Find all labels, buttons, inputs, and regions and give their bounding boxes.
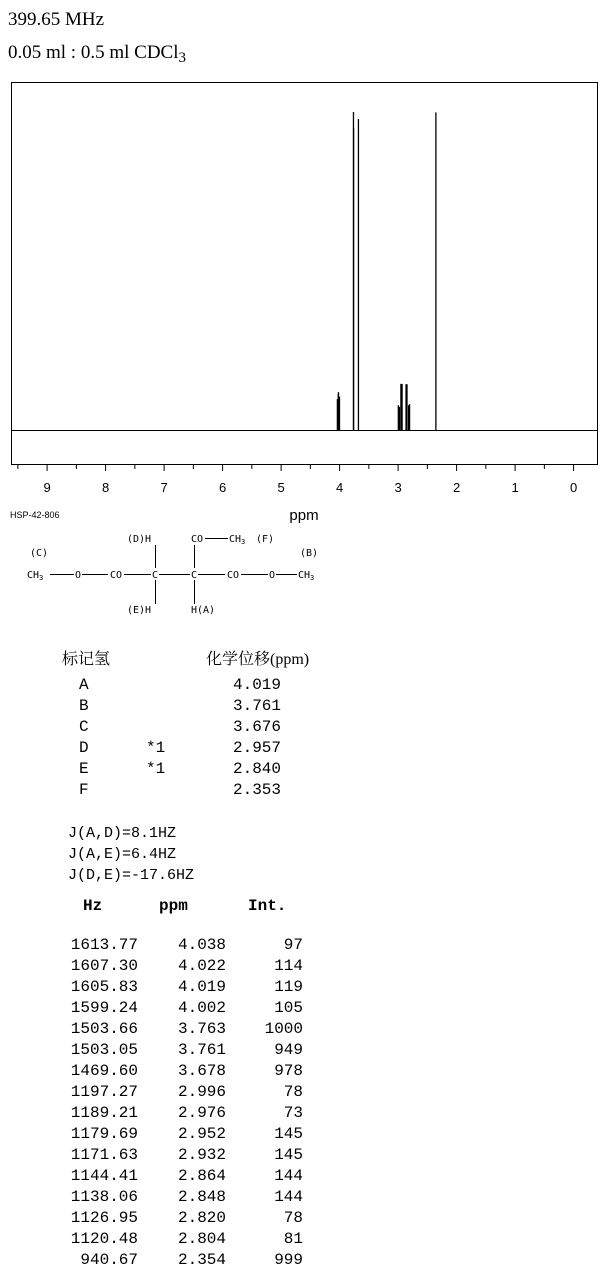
shift-value: 3.676	[233, 718, 282, 736]
coupling-de: J(D,E)=-17.6HZ	[68, 867, 195, 884]
peak-hz: 1179.69	[70, 1125, 138, 1143]
peak-int: 78	[283, 1209, 303, 1227]
peak-ppm: 3.763	[177, 1020, 226, 1038]
tick-label-2: 7	[160, 480, 168, 495]
shift-value: 2.957	[233, 739, 282, 757]
co-left: CO	[110, 570, 123, 581]
label-b: (B)	[300, 548, 319, 559]
peak-int: 97	[283, 936, 303, 954]
peak-ppm: 4.038	[177, 936, 226, 954]
peak-int: 999	[274, 1251, 303, 1269]
ch3-left	[27, 570, 43, 582]
ch3-right	[298, 570, 314, 582]
carbon-1: C	[152, 570, 159, 581]
peak-int: 119	[274, 978, 303, 996]
carbon-2: C	[191, 570, 198, 581]
shift-note: *1	[146, 760, 166, 778]
ch3-left-sub: 3	[39, 574, 44, 582]
solvent-text: 0.05 ml : 0.5 ml CDCl	[8, 42, 179, 63]
tick-label-0: 9	[43, 480, 51, 495]
peak-hz: 1171.63	[70, 1146, 138, 1164]
shift-value: 4.019	[233, 676, 282, 694]
header-label: 标记氢	[62, 651, 111, 668]
peak-ppm: 3.761	[177, 1041, 226, 1059]
peak-hz: 1189.21	[70, 1104, 138, 1122]
co-right: CO	[227, 570, 240, 581]
header-ppm: ppm	[159, 897, 188, 915]
peak-ppm: 4.022	[177, 957, 226, 975]
coupling-ae: J(A,E)=6.4HZ	[68, 846, 177, 863]
peak-int: 1000	[264, 1020, 303, 1038]
shift-value: 2.840	[233, 760, 282, 778]
peak-hz: 1144.41	[70, 1167, 138, 1185]
tick-label-9: 0	[569, 480, 578, 495]
coupling-constants	[68, 823, 194, 886]
peak-hz: 1599.24	[70, 999, 138, 1017]
peak-ppm: 2.864	[177, 1167, 226, 1185]
tick-label-3: 6	[218, 480, 227, 495]
ch3-right-text: CH	[298, 570, 311, 581]
ch3-right-sub: 3	[310, 574, 315, 582]
shift-value: 3.761	[233, 697, 282, 715]
h-d: (D)H	[127, 534, 152, 545]
shift-value: 2.353	[233, 781, 282, 799]
tick-label-1: 8	[101, 480, 110, 495]
label-f: (F)	[256, 534, 275, 545]
ch3-top-text: CH	[229, 534, 242, 545]
spectrometer-frequency: 399.65 MHz	[8, 9, 105, 30]
tick-label-5: 4	[335, 480, 344, 495]
peak-int: 978	[274, 1062, 303, 1080]
shift-label: E	[79, 760, 89, 778]
ch3-top	[229, 534, 245, 546]
peak-ppm: 2.932	[177, 1146, 226, 1164]
peak-hz: 1503.66	[70, 1020, 138, 1038]
peak-ppm: 2.952	[177, 1125, 226, 1143]
tick-label-6: 3	[394, 480, 402, 495]
tick-label-4: 5	[277, 480, 285, 495]
peak-int: 81	[283, 1230, 303, 1248]
peak-hz: 1197.27	[70, 1083, 138, 1101]
peak-ppm: 2.848	[177, 1188, 226, 1206]
peak-hz: 1138.06	[70, 1188, 138, 1206]
peak-int: 114	[274, 957, 303, 975]
peak-int: 145	[274, 1125, 303, 1143]
peak-int: 73	[283, 1104, 303, 1122]
label-c: (C)	[30, 548, 49, 559]
tick-label-7: 2	[452, 480, 461, 495]
peak-hz: 1613.77	[70, 936, 138, 954]
shift-label: B	[79, 697, 89, 715]
ch3-left-text: CH	[27, 570, 40, 581]
header-int: Int.	[248, 897, 287, 915]
peak-hz: 940.67	[80, 1251, 138, 1269]
peak-ppm: 3.678	[177, 1062, 226, 1080]
h-a: H(A)	[191, 605, 216, 616]
peak-ppm: 4.019	[177, 978, 226, 996]
shift-note: *1	[146, 739, 166, 757]
shift-label: C	[79, 718, 89, 736]
tick-label-8: 1	[511, 480, 519, 495]
peak-int: 144	[274, 1188, 303, 1206]
peak-int: 105	[274, 999, 303, 1017]
peak-int: 145	[274, 1146, 303, 1164]
peak-ppm: 2.996	[177, 1083, 226, 1101]
peak-ppm: 2.976	[177, 1104, 226, 1122]
ch3-top-sub: 3	[241, 538, 246, 546]
solvent-subscript: 3	[178, 50, 186, 66]
x-axis-label: ppm	[289, 507, 319, 524]
shift-label: F	[79, 781, 89, 799]
peak-ppm: 4.002	[177, 999, 226, 1017]
peak-int: 949	[274, 1041, 303, 1059]
co-top: CO	[191, 534, 204, 545]
coupling-ad: J(A,D)=8.1HZ	[68, 825, 177, 842]
peak-ppm: 2.820	[177, 1209, 226, 1227]
shift-label: D	[79, 739, 89, 757]
sample-code: HSP-42-806	[10, 510, 60, 520]
shift-label: A	[79, 676, 89, 694]
peak-int: 78	[283, 1083, 303, 1101]
peak-hz: 1469.60	[70, 1062, 138, 1080]
peak-hz: 1605.83	[70, 978, 138, 996]
o-left: O	[75, 570, 82, 581]
peak-int: 144	[274, 1167, 303, 1185]
peak-hz: 1126.95	[70, 1209, 138, 1227]
peak-hz: 1120.48	[70, 1230, 138, 1248]
header-hz: Hz	[83, 897, 103, 915]
o-right: O	[269, 570, 276, 581]
h-e: (E)H	[127, 605, 152, 616]
header-shift: 化学位移(ppm)	[206, 651, 310, 668]
peak-hz: 1607.30	[70, 957, 138, 975]
peak-hz: 1503.05	[70, 1041, 138, 1059]
peak-ppm: 2.354	[177, 1251, 226, 1269]
peak-ppm: 2.804	[177, 1230, 226, 1248]
